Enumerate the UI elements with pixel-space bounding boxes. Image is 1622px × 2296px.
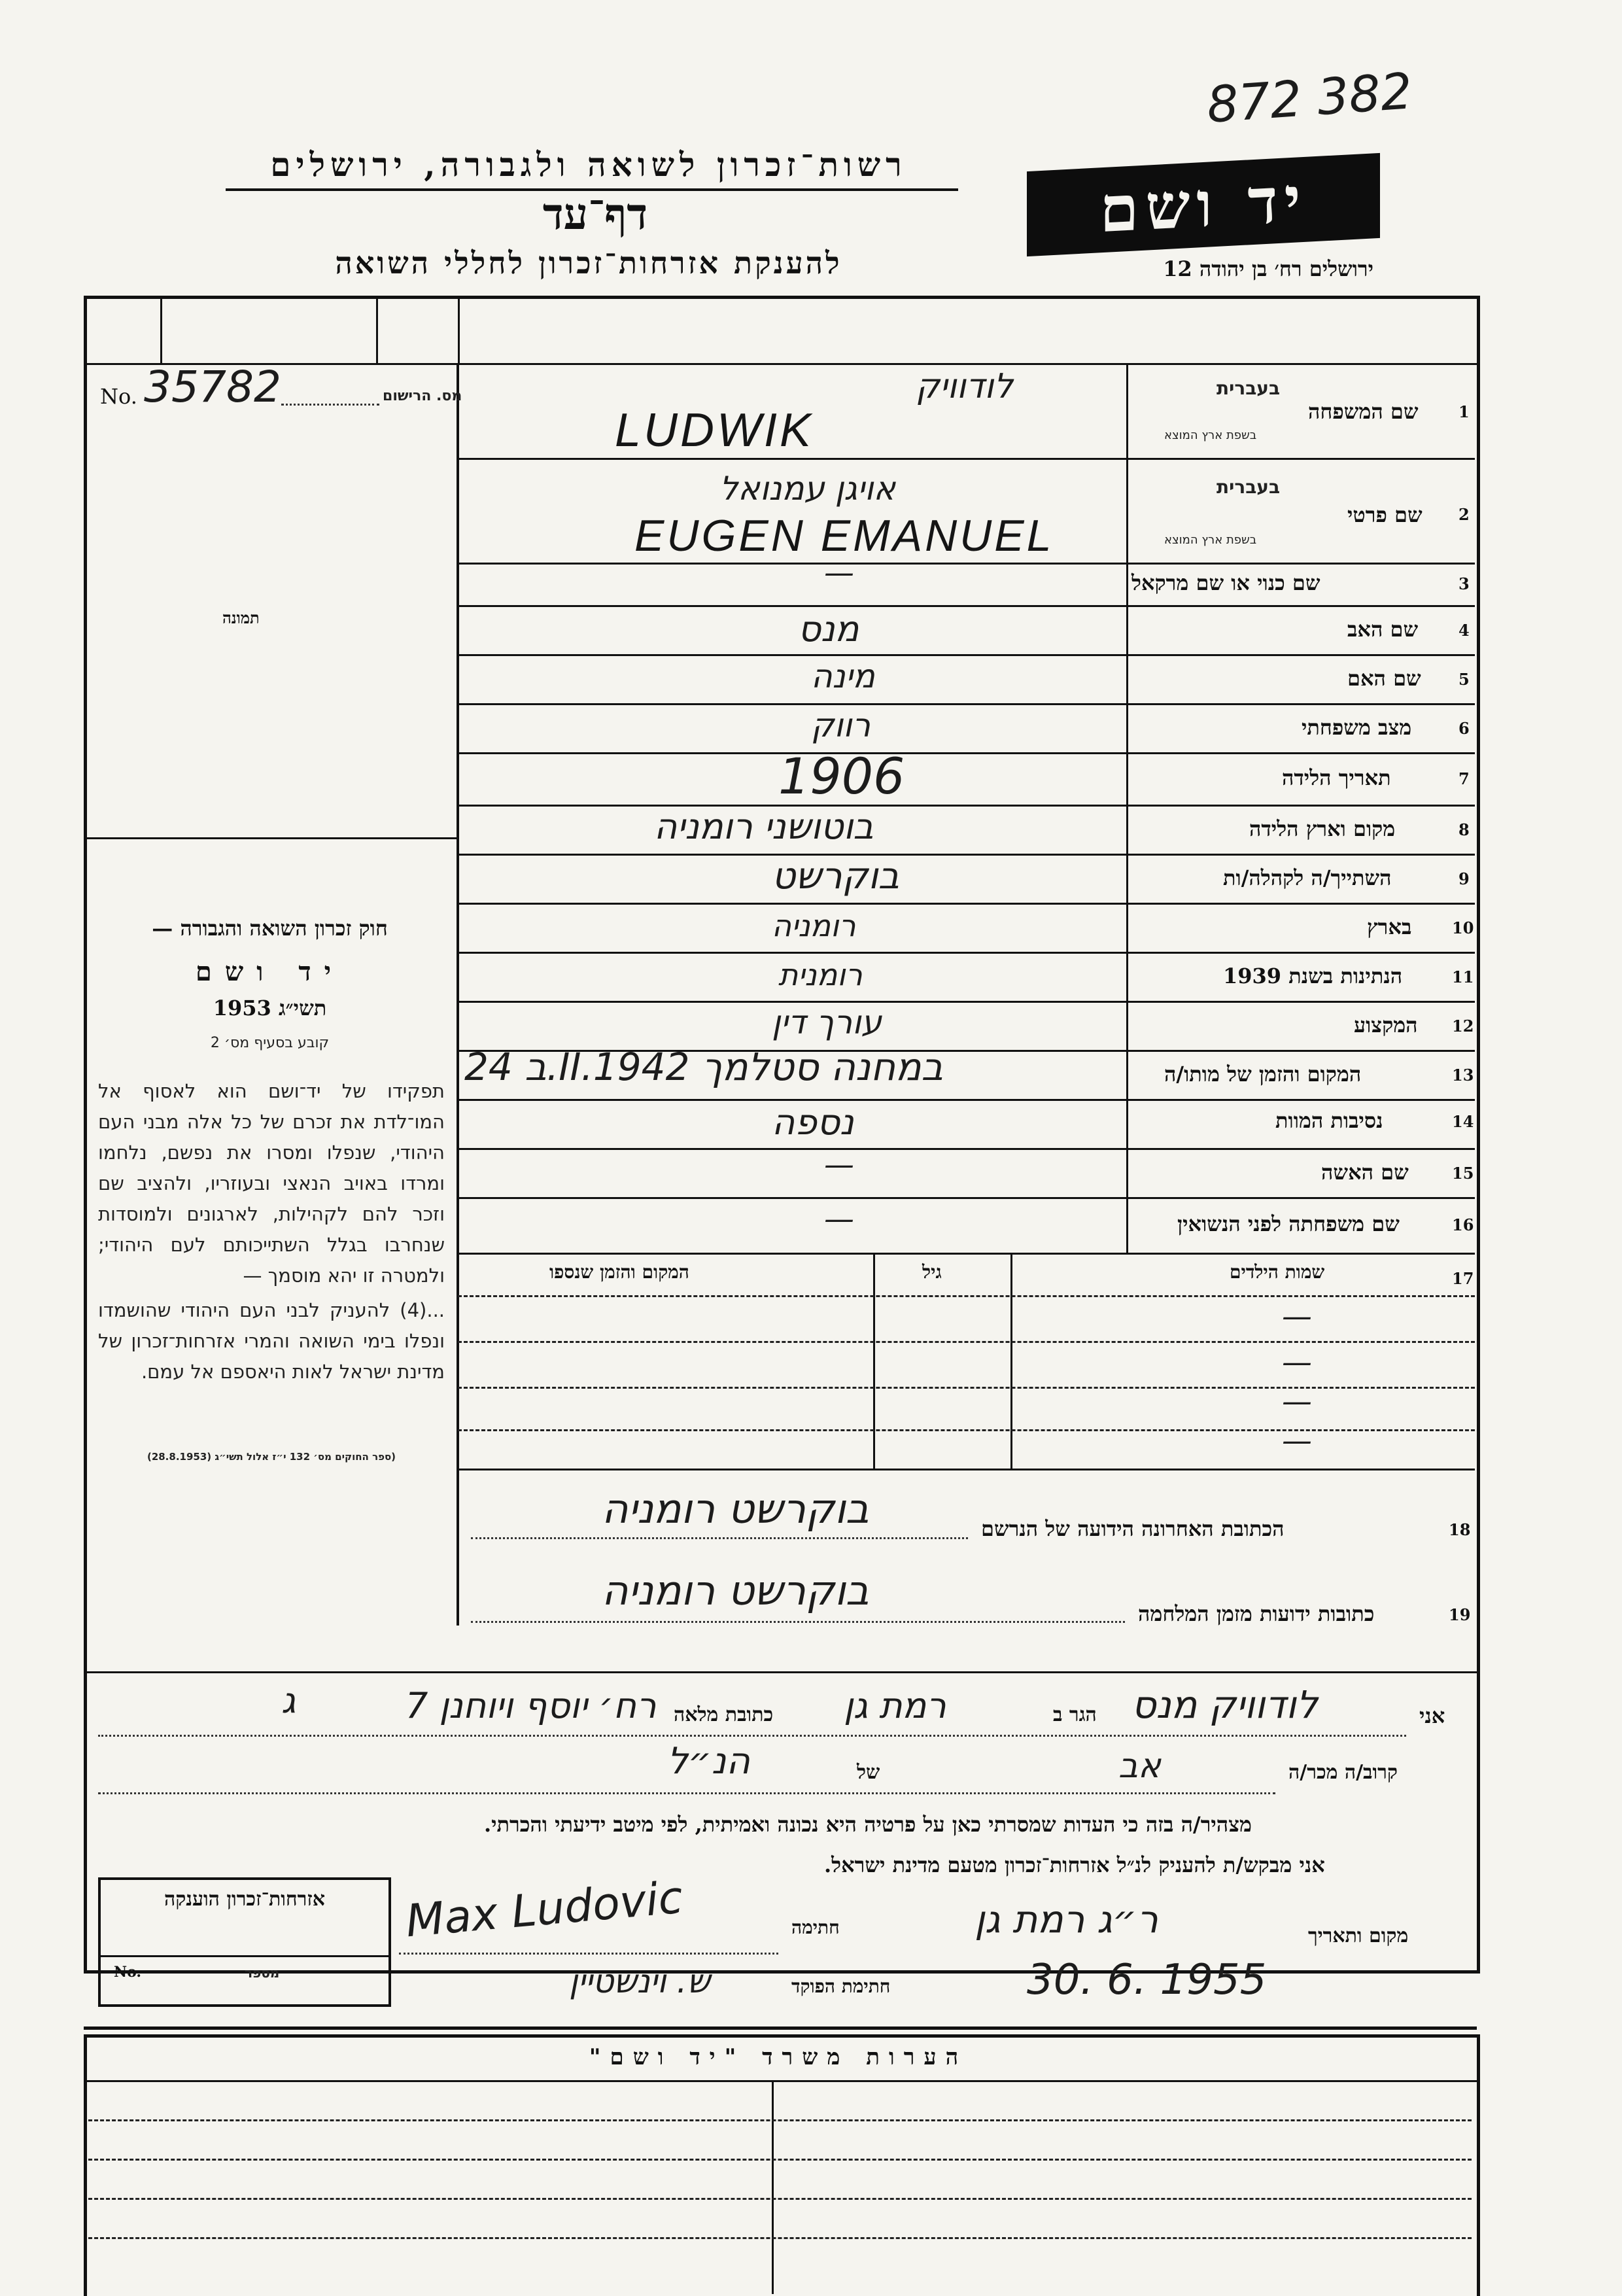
children-header-line — [458, 1295, 1475, 1297]
decl-officer-label: חתימת הפוקד — [791, 1975, 891, 1997]
decl-place: ר״ג רמת גן — [975, 1897, 1158, 1941]
field-9-num: 9 — [1458, 869, 1470, 888]
decl-address-label: כתובת מלאה — [674, 1703, 774, 1726]
field-2-value-he: אויגן עמנואל — [719, 470, 896, 508]
record-number: 35782 — [144, 362, 281, 412]
field-10-num: 10 — [1452, 918, 1474, 937]
field-18-dots — [471, 1537, 968, 1539]
field-1-num: 1 — [1458, 402, 1470, 421]
field-3 — [458, 555, 1475, 605]
decl-signature: Max Ludovic — [404, 1871, 685, 1948]
field-7-value: 1906 — [778, 747, 905, 805]
field-11-value: רומנית — [778, 957, 863, 992]
decl-date: 30. 6. 1955 — [1027, 1956, 1267, 2004]
field-9-value: בוקרשט — [772, 855, 899, 897]
field-5-label: שם האם — [1347, 666, 1421, 691]
field-2-num: 2 — [1458, 505, 1470, 524]
field-13-num: 13 — [1452, 1066, 1474, 1085]
field-13 — [458, 1045, 1475, 1099]
field-14-value: נספה — [772, 1102, 854, 1143]
field-8 — [458, 805, 1475, 854]
field-1-sub-top: בעברית — [1216, 377, 1281, 399]
top-strip-div — [458, 296, 460, 363]
field-7-label: תאריך הלידה — [1282, 765, 1391, 790]
decl-signature-label: חתימה — [791, 1917, 840, 1938]
record-number-row — [95, 362, 462, 422]
stamp-number-label: מספר — [245, 1965, 280, 1981]
field-19-dots — [471, 1621, 1125, 1623]
top-strip-div-2 — [376, 296, 378, 363]
field-16-value: — — [824, 1201, 854, 1236]
record-label-he: מס. הרישום — [383, 388, 462, 404]
field-2 — [458, 458, 1475, 563]
field-2-sub-bottom: בשפת ארץ המוצא — [1164, 533, 1257, 547]
children-row-line-1 — [458, 1341, 1475, 1343]
field-1-sub-bottom: בשפת ארץ המוצא — [1164, 428, 1257, 442]
stamp-title: אזרחות־זכרון הוענקה — [164, 1888, 326, 1911]
field-1 — [458, 363, 1475, 458]
field-15-value: — — [824, 1147, 854, 1182]
office-notes-line-1 — [88, 2119, 1472, 2121]
decl-address-prefix: ג — [281, 1680, 296, 1721]
decl-prefix: אני — [1419, 1703, 1445, 1728]
field-7-num: 7 — [1458, 769, 1470, 788]
decl-relation-label: קרוב/ה מכר/ה — [1288, 1761, 1398, 1784]
field-15 — [458, 1148, 1475, 1197]
field-1-label: שם המשפחה — [1308, 399, 1419, 424]
field-12-value: עורך דין — [772, 1003, 882, 1041]
children-col-names: שמות הילדים — [1230, 1261, 1325, 1283]
header-address: ירושלים רח׳ בן יהודה 12 — [1163, 256, 1373, 281]
field-2-sub-top: בעברית — [1216, 476, 1281, 498]
decl-resides: הגר ב — [1053, 1703, 1097, 1726]
field-2-label: שם פרטי — [1347, 502, 1423, 527]
field-6-label: מצב משפחתי — [1302, 715, 1412, 740]
field-1-value-he: לודוויק — [916, 367, 1013, 406]
stamp-line — [101, 1955, 388, 1957]
children-row-1: — — [1282, 1298, 1312, 1334]
office-notes-line-4 — [88, 2237, 1472, 2239]
field-4-num: 4 — [1458, 621, 1470, 640]
decl-line2-dots — [98, 1792, 1275, 1794]
field-5 — [458, 654, 1475, 703]
children-bottom — [458, 1469, 1475, 1470]
field-19-label: כתובות ידועות מזמן המלחמה — [1138, 1601, 1375, 1626]
field-12-num: 12 — [1452, 1017, 1474, 1035]
top-strip-div-3 — [160, 296, 162, 363]
field-4-value: מנס — [798, 608, 859, 650]
field-6-num: 6 — [1458, 719, 1470, 738]
law-year: תשי״ג 1953 — [213, 996, 327, 1020]
decl-name: לודוויק מנס — [1131, 1682, 1318, 1727]
field-8-value: בוטושני רומניה — [654, 806, 874, 847]
office-top — [84, 2026, 1477, 2030]
children-col-place: המקום והזמן שנספו — [549, 1261, 689, 1283]
citizenship-stamp — [98, 1877, 391, 2007]
field-16 — [458, 1197, 1475, 1253]
office-divider — [772, 2080, 774, 2294]
field-1-value-latin: LUDWIK — [615, 404, 814, 457]
law-title: חוק זכרון השואה והגבורה — — [152, 916, 388, 941]
field-3-label: שם כנוי או שם מרקאל — [1131, 570, 1320, 595]
law-section: קובע בסעיף מס׳ 2 — [210, 1035, 330, 1051]
field-9 — [458, 854, 1475, 903]
header-authority: רשות־זכרון לשואה ולגבורה, ירושלים — [270, 145, 907, 184]
field-14-label: נסיבות המוות — [1275, 1108, 1383, 1133]
decl-of-whom: הנ״ל — [667, 1740, 750, 1783]
header-subtitle: להענקת אזרחות־זכרון לחללי השואה — [335, 245, 842, 281]
decl-relation: אב — [1118, 1747, 1161, 1786]
field-14-num: 14 — [1452, 1112, 1474, 1131]
row-line-16 — [458, 1253, 1475, 1255]
yad-vashem-logo — [1027, 153, 1380, 256]
children-row-3: — — [1282, 1383, 1312, 1419]
law-name: יד ושם — [195, 956, 345, 987]
decl-line4: אני מבקש/ת להעניק לנ״ל אזרחות־זכרון מטעם מדינת ישראל. — [824, 1852, 1325, 1877]
field-10-value: רומניה — [772, 908, 856, 943]
stamp-no-label: No. — [114, 1964, 142, 1981]
field-8-num: 8 — [1458, 820, 1470, 839]
field-11-label: הנתינות בשנת 1939 — [1223, 964, 1403, 988]
field-12 — [458, 1001, 1475, 1050]
field-4 — [458, 605, 1475, 654]
field-3-value: — — [824, 555, 854, 590]
field-16-label: שם משפחתה לפני הנשואין — [1177, 1211, 1400, 1236]
field-19-num: 19 — [1449, 1605, 1471, 1624]
office-notes-line-3 — [88, 2198, 1472, 2200]
children-row-line-3 — [458, 1429, 1475, 1431]
decl-of: של — [857, 1761, 880, 1784]
children-col-age: גיל — [922, 1261, 942, 1283]
children-row-2: — — [1282, 1344, 1312, 1380]
archive-number: 872 382 — [1205, 61, 1415, 134]
children-div-2 — [1010, 1253, 1012, 1469]
law-footnote: (ספר החוקים מס׳ 132 י״ז אלול תשי״ג (28.8.1953) — [147, 1451, 396, 1463]
law-text-2: ...(4) להעניק לבני העם היהודי שהושמדו ונפלו בימי השואה והמרי אזרחות־זכרון של מדינת ישראל לאות היאספם אל עמם. — [98, 1299, 445, 1383]
field-8-label: מקום וארץ הלידה — [1249, 816, 1396, 841]
record-number-dots — [281, 404, 379, 406]
field-10-label: בארץ — [1367, 914, 1412, 939]
field-5-num: 5 — [1458, 670, 1470, 689]
field-13-label: המקום והזמן של מותו/ה — [1164, 1062, 1362, 1087]
field-12-label: המקצוע — [1354, 1013, 1418, 1037]
declaration-top — [84, 1671, 1477, 1673]
field-13-value: ב 24.II.1942 במחנה סטלמך — [464, 1045, 944, 1089]
field-5-value: מינה — [811, 657, 875, 695]
office-notes-line-2 — [88, 2159, 1472, 2161]
decl-sign-dots — [399, 1953, 778, 1955]
field-6-value: רווק — [811, 706, 871, 744]
record-label: No. — [100, 384, 137, 409]
children-num: 17 — [1452, 1269, 1474, 1288]
field-3-num: 3 — [1458, 574, 1470, 593]
decl-city: רמת גן — [844, 1685, 946, 1726]
field-11-num: 11 — [1452, 967, 1474, 986]
decl-place-date-label: מקום ותאריך — [1308, 1924, 1409, 1947]
photo-box-bottom — [84, 837, 458, 839]
children-div-1 — [873, 1253, 875, 1469]
field-4-label: שם האב — [1347, 617, 1419, 642]
field-15-num: 15 — [1452, 1164, 1474, 1183]
header-title: דף־עד — [542, 188, 648, 239]
field-9-label: השתייך/ה לקהלה/ות — [1223, 865, 1392, 890]
decl-officer-signature: ש. וינשטיין — [569, 1962, 710, 2000]
law-text-1: תפקידו של יד־ושם הוא לאסוף אל המו־לדת את זכרם של כל אלה מבני העם היהודי, שנפלו ומסרו את נפשם, נלחמו ומרדו באויב הנאצי ובעוזריו, ולהציב שם וזכר להם לקהילות, לארגונים ולמוסדות שנחרבו בגלל השתייכותם לעם היהודי; ולמטרה זו יהא מוסמך — — [98, 1080, 445, 1287]
field-14 — [458, 1099, 1475, 1148]
office-title-line — [84, 2080, 1477, 2082]
field-6 — [458, 703, 1475, 752]
decl-line1-dots — [98, 1735, 1406, 1737]
office-notes-box — [84, 2034, 1480, 2296]
logo-text: יד ושם — [1099, 162, 1307, 247]
decl-address: רח׳ יוסף ויוחנן 7 — [406, 1685, 657, 1726]
field-11 — [458, 952, 1475, 1001]
field-2-value-latin: EUGEN EMANUEL — [634, 511, 1054, 561]
field-10 — [458, 903, 1475, 952]
field-18-value: בוקרשט רומניה — [602, 1485, 869, 1533]
office-notes-title: הערות משרד "יד ושם" — [589, 2044, 968, 2070]
field-19-value: בוקרשט רומניה — [602, 1567, 869, 1614]
field-16-num: 16 — [1452, 1215, 1474, 1234]
decl-line3: מצהיר/ה בזה כי העדות שמסרתי כאן על פרטיה היא נכונה ואמיתית, לפי מיטב ידיעתי והכרתי. — [484, 1812, 1252, 1837]
field-18-label: הכתובת האחרונה הידועה של הנרשם — [981, 1516, 1285, 1541]
children-row-line-2 — [458, 1387, 1475, 1389]
field-15-label: שם האשה — [1321, 1160, 1409, 1185]
field-18-num: 18 — [1449, 1520, 1471, 1539]
children-row-4: — — [1282, 1423, 1312, 1458]
photo-label: תמונה — [222, 608, 260, 627]
field-7 — [458, 747, 1475, 805]
